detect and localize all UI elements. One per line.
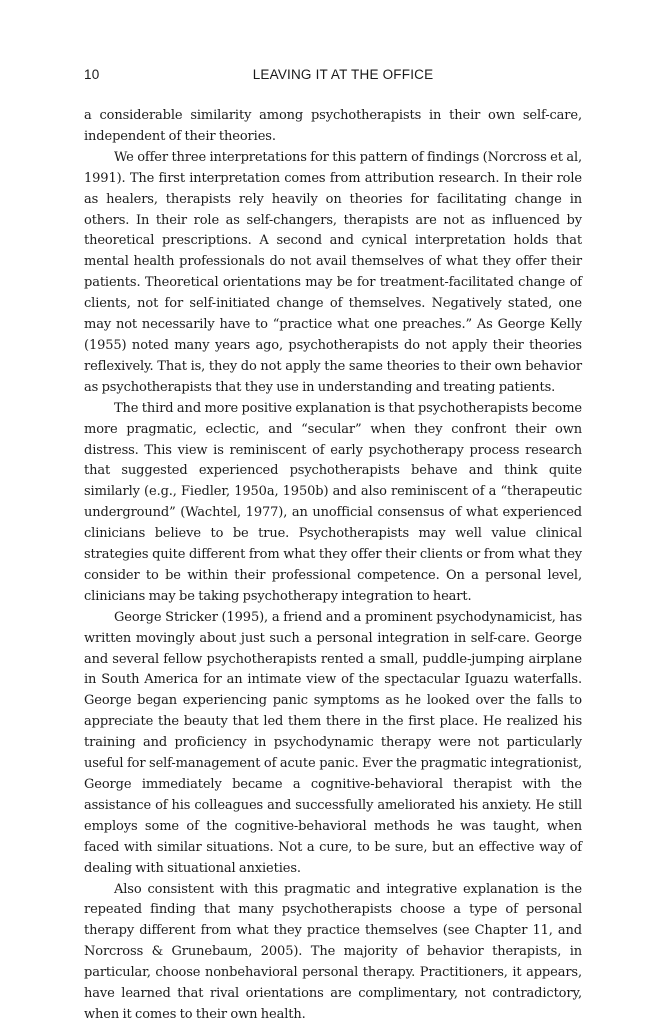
paragraph: a considerable similarity among psychotherapists in their own self-care, independent of their theories.	[84, 108, 582, 144]
paragraph: George Stricker (1995), a friend and a prominent psychodynamicist, has written movingly about just such a personal integration in self-care. George and several fellow psychotherapists rented a small, puddle-jumping airplane in South America for an intimate view of the spectacular Iguazu waterfalls. George began experiencing panic symptoms as he looked over the falls to appreciate the beauty that led them there in the first place. He realized his training and proficiency in psychodynamic therapy were not particularly useful for self-management of acute panic. Ever the pragmatic integrationist, George immediately became a cognitive-behavioral therapist with the assistance of his colleagues and successfully ameliorated his anxiety. He still employs some of the cognitive-behavioral methods he was taught, when faced with similar situations. Not a cure, to be sure, but an effective way of dealing with situational anxieties.	[84, 609, 582, 876]
paragraph: We offer three interpretations for this pattern of findings (Norcross et al, 1991). The first interpretation comes from attribution research. In their role as healers, therapists rely heavily on theories for facilitating change in others. In their role as self-changers, therapists are not as influenced by theoretical prescriptions. A second and cynical interpretation holds that mental health professionals do not avail themselves of what they offer their patients. Theoretical orientations may be for treatment-facilitated change of clients, not for self-initiated change of themselves. Negatively stated, one may not necessarily have to “practice what one preaches.” As George Kelly (1955) noted many years ago, psychotherapists do not apply their theories reflexively. That is, they do not apply the same theories to their own behavior as psychotherapists that they use in understanding and treating patients.	[84, 149, 582, 395]
page-number: 10	[84, 67, 100, 82]
paragraph: Also consistent with this pragmatic and integrative explanation is the repeated finding that many psychotherapists choose a type of personal therapy different from what they practice themselves (see Chapter 11, and Norcross & Grunebaum, 2005). The majority of behavior therapists, in particular, choose nonbehavioral personal therapy. Practitioners, it appears, have learned that rival orientations are complimentary, not contradictory, when it comes to their own health.	[84, 881, 582, 1022]
running-title: LEAVING IT AT THE OFFICE	[252, 67, 434, 82]
paragraph: The third and more positive explanation is that psychotherapists become more pragmatic, eclectic, and “secular” when they confront their own distress. This view is reminiscent of early psychotherapy process research that suggested experienced psychotherapists behave and think quite similarly (e.g., Fiedler, 1950a, 1950b) and also reminiscent of a “therapeutic underground” (Wachtel, 1977), an unofficial consensus of what experienced clinicians believe to be true. Psychotherapists may well value clinical strategies quite different from what they offer their clients or from what they consider to be within their professional competence. On a personal level, clinicians may be taking psychotherapy integration to heart.	[84, 400, 582, 604]
running-head	[84, 67, 582, 85]
body-text	[84, 106, 582, 1026]
